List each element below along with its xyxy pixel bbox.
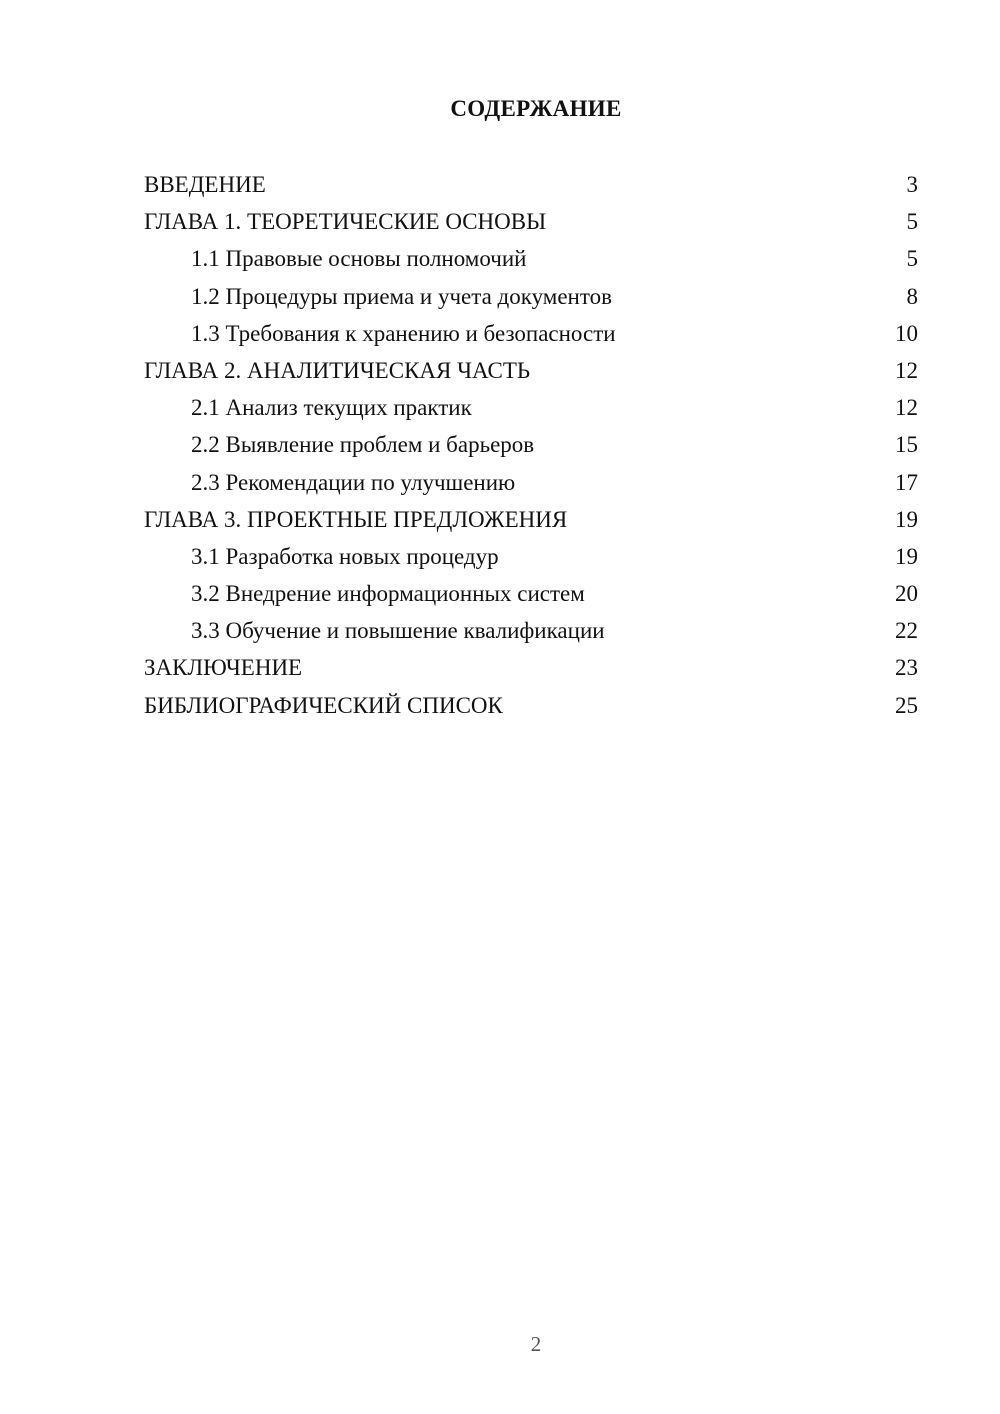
toc-entry-page: 20 <box>895 581 918 607</box>
toc-entry-label: БИБЛИОГРАФИЧЕСКИЙ СПИСОК <box>144 692 503 718</box>
toc-entry-page: 23 <box>895 655 918 681</box>
toc-entry-page: 12 <box>895 395 918 421</box>
toc-entry-label: 2.3 Рекомендации по улучшению <box>191 469 516 495</box>
toc-entry <box>144 466 918 503</box>
toc-entry-label: 1.1 Правовые основы полномочий <box>191 246 527 272</box>
toc-entry-page: 12 <box>895 357 918 383</box>
toc-entry-page: 10 <box>895 320 918 346</box>
toc-entry-label: 2.1 Анализ текущих практик <box>191 395 472 421</box>
toc-entry-page: 19 <box>895 506 918 532</box>
toc-entry-label: 1.3 Требования к хранению и безопасности <box>191 320 616 346</box>
toc-entry-label: 3.2 Внедрение информационных систем <box>191 581 585 607</box>
toc-entry-page: 19 <box>895 543 918 569</box>
toc-entry-label: ГЛАВА 2. АНАЛИТИЧЕСКАЯ ЧАСТЬ <box>144 357 531 383</box>
toc-title: СОДЕРЖАНИЕ <box>450 96 622 121</box>
toc-entry-page: 5 <box>906 209 918 235</box>
toc-entry <box>144 317 918 354</box>
toc-entry <box>144 428 918 465</box>
table-of-contents <box>144 168 918 726</box>
toc-entry-label: ВВЕДЕНИЕ <box>144 172 266 197</box>
toc-entry-page: 15 <box>895 432 918 458</box>
toc-entry-page: 22 <box>895 618 918 644</box>
toc-entry <box>144 205 918 242</box>
toc-entry <box>144 168 918 205</box>
toc-entry-page: 3 <box>906 172 918 197</box>
toc-entry <box>144 242 918 279</box>
toc-entry-label: ГЛАВА 1. ТЕОРЕТИЧЕСКИЕ ОСНОВЫ <box>144 209 547 235</box>
toc-entry-label: ЗАКЛЮЧЕНИЕ <box>144 655 303 681</box>
toc-entry-page: 25 <box>895 692 918 718</box>
toc-entry <box>144 354 918 391</box>
toc-entry-label: 3.3 Обучение и повышение квалификации <box>191 618 605 644</box>
page-number: 2 <box>530 1332 542 1356</box>
toc-entry-page: 5 <box>906 246 918 272</box>
toc-entry-label: 3.1 Разработка новых процедур <box>191 543 499 569</box>
toc-entry <box>144 689 918 726</box>
toc-entry <box>144 540 918 577</box>
toc-entry <box>144 614 918 651</box>
toc-entry <box>144 503 918 540</box>
toc-entry-page: 17 <box>895 469 918 495</box>
toc-entry <box>144 577 918 614</box>
toc-entry-label: 2.2 Выявление проблем и барьеров <box>191 432 535 458</box>
toc-entry <box>144 280 918 317</box>
toc-entry-page: 8 <box>906 283 918 309</box>
toc-entry <box>144 391 918 428</box>
toc-entry <box>144 651 918 688</box>
toc-entry-label: 1.2 Процедуры приема и учета документов <box>191 283 612 309</box>
toc-entry-label: ГЛАВА 3. ПРОЕКТНЫЕ ПРЕДЛОЖЕНИЯ <box>144 506 568 532</box>
